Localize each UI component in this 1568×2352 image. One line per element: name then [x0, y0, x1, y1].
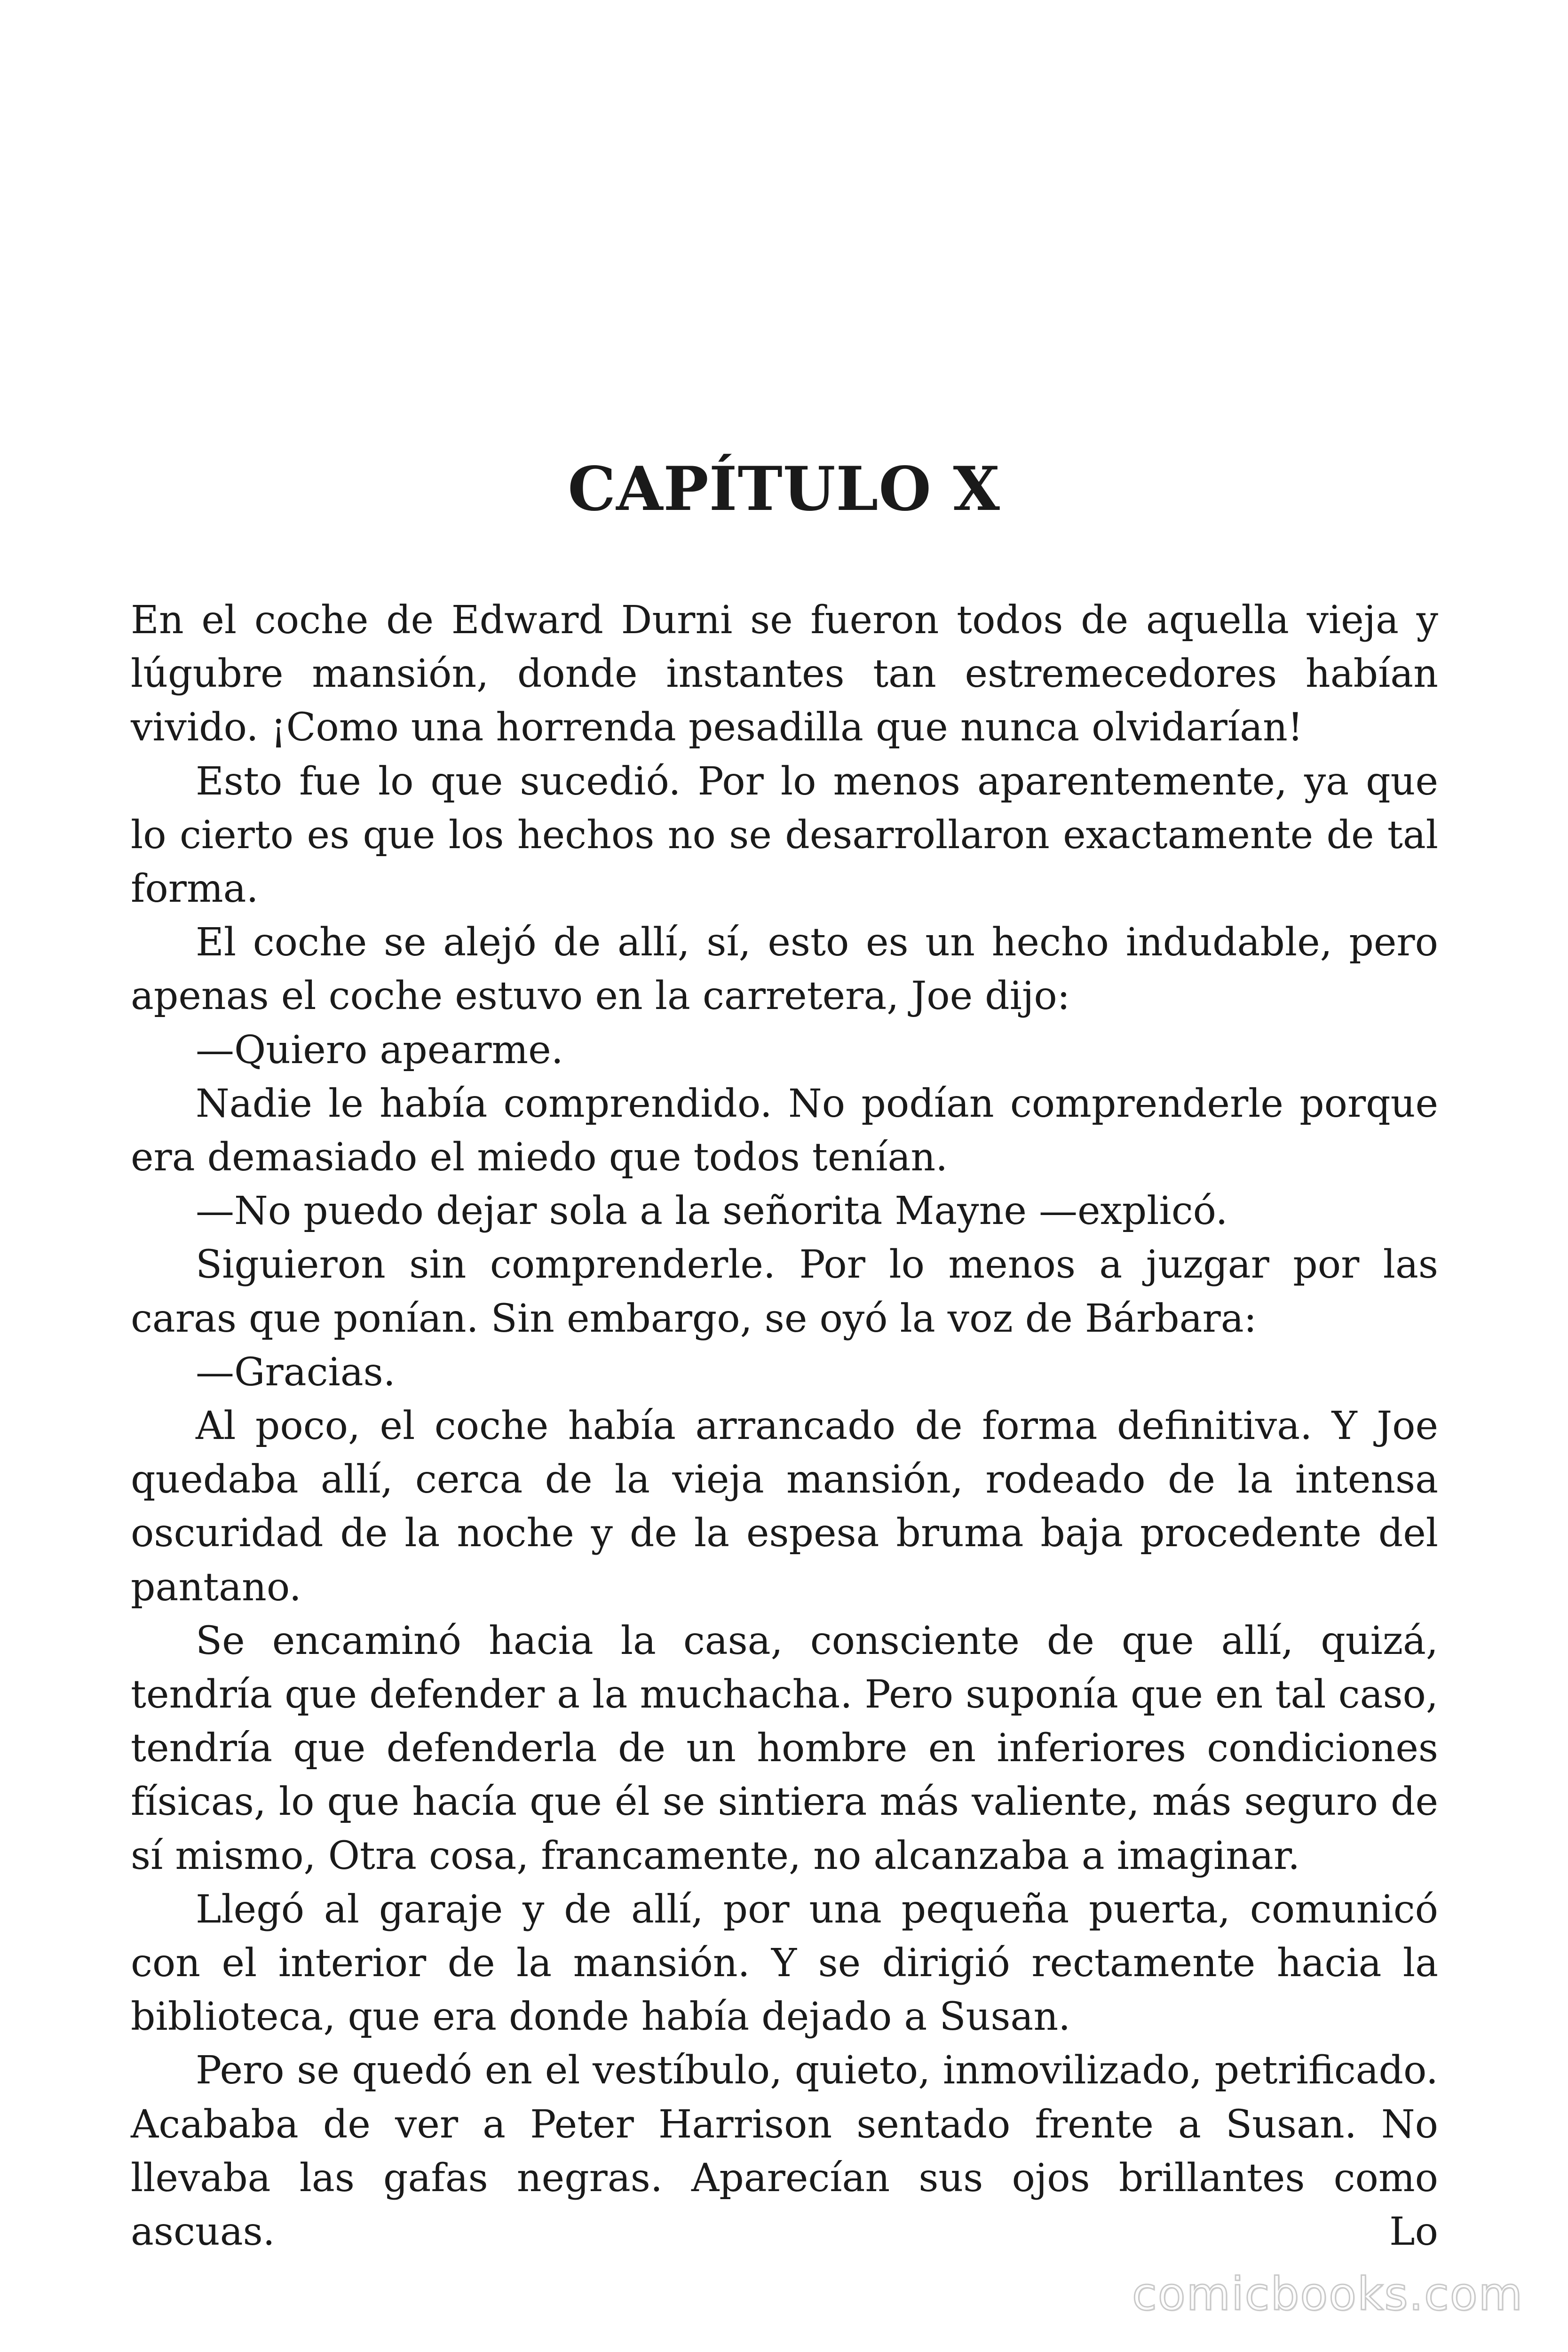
paragraph: Se encaminó hacia la casa, consciente de que allí, quizá, tendría que defender a la muchacha. Pero suponía que en tal caso, tendría que defenderla de un hombre en inferiores condiciones físicas, lo que hacía que él se sintiera más valiente, más seguro de sí mismo, Otra cosa, francamente, no alcanzaba a imaginar.	[131, 1618, 1438, 1878]
paragraph: Nadie le había comprendido. No podían comprenderle porque era demasiado el miedo que todos tenían.	[131, 1081, 1438, 1180]
chapter-title: CAPÍTULO X	[568, 454, 1000, 524]
paragraph: Esto fue lo que sucedió. Por lo menos aparentemente, ya que lo cierto es que los hechos no se desarrollaron exactamente de tal forma.	[131, 759, 1438, 912]
dialogue-line: —Gracias.	[196, 1350, 396, 1395]
paragraph: El coche se alejó de allí, sí, esto es un hecho indudable, pero apenas el coche estuvo en la carretera, Joe dijo:	[131, 920, 1438, 1019]
watermark-logo: comicbooks.com	[1132, 2268, 1523, 2320]
dialogue-line: —Quiero apearme.	[196, 1027, 563, 1073]
paragraph: En el coche de Edward Durni se fueron todos de aquella vieja y lúgubre mansión, donde instantes tan estremecedores habían vivido. ¡Como una horrenda pesadilla que nunca olvidarían!	[131, 598, 1438, 750]
paragraph: Pero se quedó en el vestíbulo, quieto, inmovilizado, petrificado. Acababa de ver a Peter Harrison sentado frente a Susan. No llevaba las gafas negras. Aparecían sus ojos brillantes como ascuas. Lo	[131, 2048, 1438, 2255]
paragraph: Llegó al garaje y de allí, por una pequeña puerta, comunicó con el interior de la mansión. Y se dirigió rectamente hacia la biblioteca, que era donde había dejado a Susan.	[131, 1887, 1438, 2040]
dialogue-line: —No puedo dejar sola a la señorita Mayne —explicó.	[196, 1189, 1228, 1234]
paragraph: Al poco, el coche había arrancado de forma definitiva. Y Joe quedaba allí, cerca de la vieja mansión, rodeado de la intensa oscuridad de la noche y de la espesa bruma baja procedente del pantano.	[131, 1404, 1438, 1610]
chapter-body	[131, 594, 1438, 2259]
paragraph: Siguieron sin comprenderle. Por lo menos a juzgar por las caras que ponían. Sin embargo, se oyó la voz de Bárbara:	[131, 1242, 1438, 1341]
